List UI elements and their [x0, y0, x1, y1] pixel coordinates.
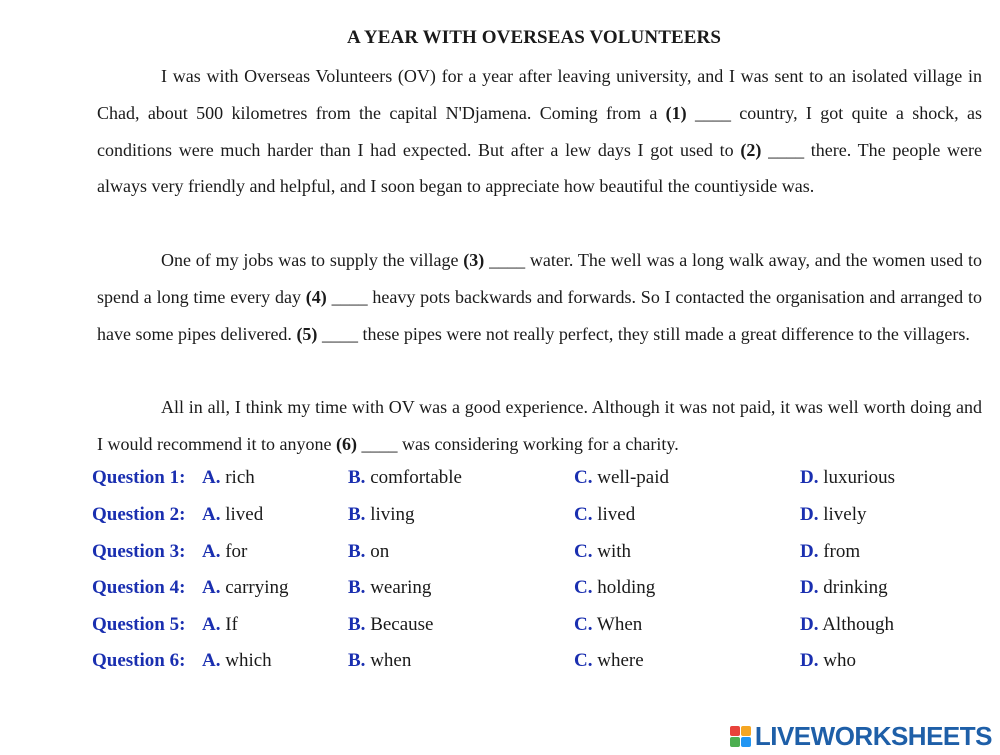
blank-number-5: (5): [296, 323, 318, 344]
question-label: Question 6:: [92, 650, 186, 671]
option-d[interactable]: D. who: [800, 650, 856, 671]
question-label: Question 2:: [92, 504, 186, 525]
option-d[interactable]: D. drinking: [800, 577, 888, 598]
option-d[interactable]: D. Although: [800, 614, 894, 635]
passage-paragraph-1: [97, 58, 982, 205]
logo-icon: [730, 726, 751, 747]
option-b[interactable]: B. comfortable: [348, 467, 462, 488]
blank-number-3: (3): [463, 250, 485, 270]
passage-text: ____ water. The well was a long walk away, and the women used to spend a long time every day: [97, 250, 982, 307]
option-b[interactable]: B. living: [348, 504, 415, 525]
option-a[interactable]: A. lived: [202, 504, 264, 525]
option-d[interactable]: D. from: [800, 541, 861, 562]
blank-number-4: (4): [305, 286, 327, 307]
logo-text: LIVEWORKSHEETS: [754, 720, 992, 751]
question-label: Question 4:: [92, 577, 186, 598]
question-label: Question 1:: [92, 467, 186, 488]
option-c[interactable]: C. with: [574, 541, 632, 562]
option-a[interactable]: A. rich: [202, 467, 255, 488]
question-label: Question 3:: [92, 541, 186, 562]
option-b[interactable]: B. on: [348, 541, 390, 562]
question-label: Question 5:: [92, 614, 186, 635]
passage-paragraph-2: [97, 242, 982, 352]
passage-text: ____ heavy pots backwards and forwards. So I contacted the organisation and arranged to have some pipes delivered.: [97, 286, 982, 344]
passage-paragraph-3: [97, 389, 982, 463]
option-a[interactable]: A. for: [202, 541, 248, 562]
liveworksheets-logo: [730, 720, 992, 751]
passage-text: One of my jobs was to supply the village: [161, 250, 464, 270]
blank-number-1: (1): [665, 102, 687, 123]
blank-number-2: (2): [740, 139, 762, 160]
option-c[interactable]: C. When: [574, 614, 643, 635]
option-a[interactable]: A. which: [202, 650, 272, 671]
option-b[interactable]: B. when: [348, 650, 412, 671]
option-b[interactable]: B. wearing: [348, 577, 432, 598]
blank-number-6: (6): [335, 433, 357, 454]
option-c[interactable]: C. holding: [574, 577, 656, 598]
passage-text: ____ these pipes were not really perfect, they still made a great difference to the villagers.: [317, 323, 970, 344]
passage-text: ____ there. The people were always very friendly and helpful, and I soon began to appreciate how beautiful the countiyside was.: [97, 139, 982, 197]
passage-text: ____ was considering working for a charity.: [356, 433, 679, 454]
option-b[interactable]: B. Because: [348, 614, 434, 635]
passage-text: ____ country, I got quite a shock, as conditions were much harder than I had expected. But after a lew days I got used to: [97, 102, 983, 160]
option-d[interactable]: D. luxurious: [800, 467, 896, 488]
passage-text: I was with Overseas Volunteers (OV) for a year after leaving university, and I was sent to an isolated village in Chad, about 500 kilometres from the capital N'Djamena. Coming from a: [97, 66, 982, 123]
worksheet-title: A YEAR WITH OVERSEAS VOLUNTEERS: [346, 27, 722, 48]
option-d[interactable]: D. lively: [800, 504, 867, 525]
option-c[interactable]: C. where: [574, 650, 644, 671]
option-a[interactable]: A. carrying: [202, 577, 289, 598]
passage-text: All in all, I think my time with OV was a good experience. Although it was not paid, it was well worth doing and I would recommend it to anyone: [97, 397, 982, 454]
option-c[interactable]: C. lived: [574, 504, 636, 525]
option-a[interactable]: A. If: [202, 614, 238, 635]
option-c[interactable]: C. well-paid: [574, 467, 669, 488]
